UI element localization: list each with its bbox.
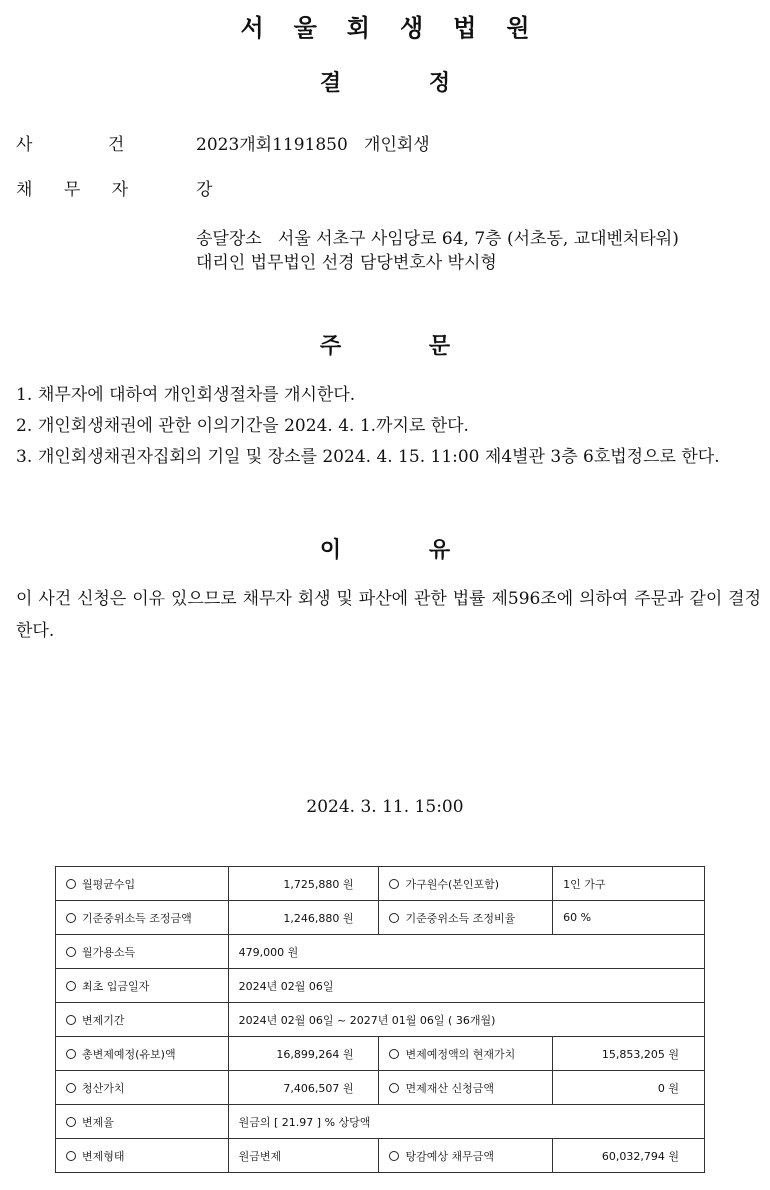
circle-bullet-icon: [389, 913, 399, 923]
order-item: [16, 442, 761, 473]
table-value-cell: 60 %: [553, 901, 705, 935]
table-value-cell: 원금변제: [228, 1139, 379, 1173]
circle-bullet-icon: [66, 1049, 76, 1059]
table-row: [56, 1037, 705, 1071]
table-value-cell: 2024년 02월 06일: [228, 969, 704, 1003]
order-item-text: 개인회생채권자집회의 기일 및 장소를 2024. 4. 15. 11:00 제4별관 3층 6호법정으로 한다.: [38, 447, 720, 467]
decision-date: 2024. 3. 11. 15:00: [306, 797, 464, 817]
debtor-label: 채 무 자: [16, 180, 129, 200]
table-value-cell: 7,406,507 원: [228, 1071, 379, 1105]
table-label-cell: 가구원수(본인포함): [379, 867, 553, 901]
order-item: [16, 380, 761, 411]
case-number: 2023개회1191850 개인회생: [196, 135, 430, 155]
table-value-cell: 원금의 [ 21.97 ] % 상당액: [228, 1105, 704, 1139]
order-item-text: 채무자에 대하여 개인회생절차를 개시한다.: [38, 385, 356, 405]
reason-heading: 이 유: [319, 538, 451, 563]
table-label-cell: 기준중위소득 조정금액: [56, 901, 229, 935]
table-row: [56, 935, 705, 969]
reason-text: 이 사건 신청은 이유 있으므로 채무자 회생 및 파산에 관한 법률 제596조에 의하여 주문과 같이 결정한다.: [16, 589, 761, 641]
table-value-cell: 16,899,264 원: [228, 1037, 379, 1071]
circle-bullet-icon: [389, 879, 399, 889]
table-label-cell: 총변제예정(유보)액: [56, 1037, 229, 1071]
table-label-cell: 변제예정액의 현재가치: [379, 1037, 553, 1071]
table-row: [56, 1105, 705, 1139]
circle-bullet-icon: [66, 879, 76, 889]
circle-bullet-icon: [389, 1049, 399, 1059]
table-label-cell: 청산가치: [56, 1071, 229, 1105]
order-item: [16, 411, 761, 442]
circle-bullet-icon: [66, 947, 76, 957]
debtor-name: 강: [196, 180, 213, 200]
table-label-cell: 면제재산 신청금액: [379, 1071, 553, 1105]
representative: 대리인 법무법인 선경 담당변호사 박시형: [196, 253, 497, 273]
table-label-cell: 탕감예상 채무금액: [379, 1139, 553, 1173]
table-label-cell: 변제기간: [56, 1003, 229, 1037]
circle-bullet-icon: [389, 1083, 399, 1093]
order-item-text: 개인회생채권에 관한 이의기간을 2024. 4. 1.까지로 한다.: [38, 416, 469, 436]
table-value-cell: 1인 가구: [553, 867, 705, 901]
order-item-number: 1.: [16, 385, 33, 405]
table-value-cell: 1,725,880 원: [228, 867, 379, 901]
table-label-cell: 변제율: [56, 1105, 229, 1139]
table-value-cell: 0 원: [553, 1071, 705, 1105]
table-label-cell: 월가용소득: [56, 935, 229, 969]
table-label-cell: 월평균수입: [56, 867, 229, 901]
table-row: [56, 867, 705, 901]
circle-bullet-icon: [389, 1151, 399, 1161]
document-title: 결 정: [319, 71, 451, 96]
table-value-cell: 479,000 원: [228, 935, 704, 969]
order-list: [16, 380, 761, 473]
circle-bullet-icon: [66, 1117, 76, 1127]
table-label-cell: 기준중위소득 조정비율: [379, 901, 553, 935]
circle-bullet-icon: [66, 913, 76, 923]
circle-bullet-icon: [66, 1083, 76, 1093]
circle-bullet-icon: [66, 1015, 76, 1025]
table-value-cell: 15,853,205 원: [553, 1037, 705, 1071]
table-row: [56, 1071, 705, 1105]
table-value-cell: 2024년 02월 06일 ~ 2027년 01월 06일 ( 36개월): [228, 1003, 704, 1037]
court-name: 서울회생법원: [240, 14, 560, 42]
case-label: 사 건: [16, 135, 125, 155]
service-address: 송달장소 서울 서초구 사임당로 64, 7층 (서초동, 교대벤처타워): [196, 229, 679, 249]
order-heading: 주 문: [319, 334, 451, 359]
table-value-cell: 60,032,794 원: [553, 1139, 705, 1173]
order-item-number: 3.: [16, 447, 33, 467]
repayment-summary-table: [55, 866, 705, 1173]
table-label-cell: 최초 입금일자: [56, 969, 229, 1003]
circle-bullet-icon: [66, 1151, 76, 1161]
table-row: [56, 1139, 705, 1173]
table-row: [56, 1003, 705, 1037]
table-value-cell: 1,246,880 원: [228, 901, 379, 935]
table-label-cell: 변제형태: [56, 1139, 229, 1173]
order-item-number: 2.: [16, 416, 33, 436]
table-row: [56, 901, 705, 935]
circle-bullet-icon: [66, 981, 76, 991]
table-row: [56, 969, 705, 1003]
